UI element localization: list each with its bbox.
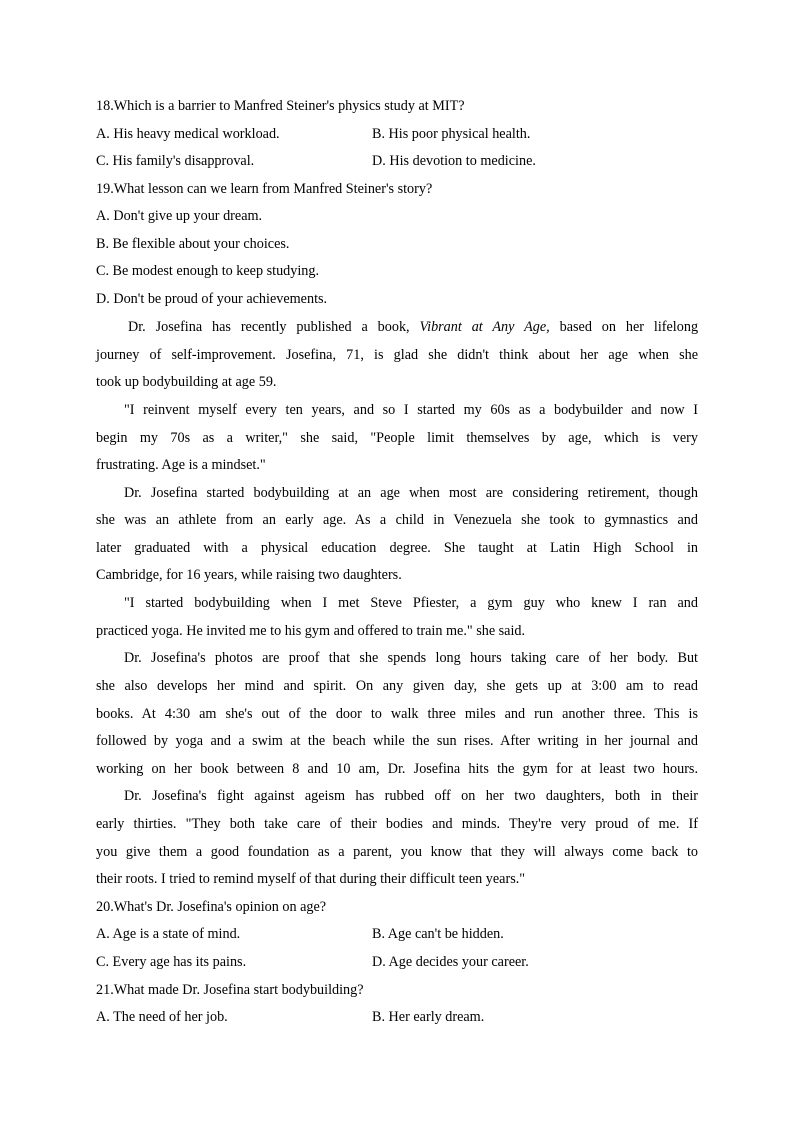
question-19-stem: 19.What lesson can we learn from Manfred Steiner's story? [96, 181, 433, 197]
passage-p5-line5: working on her book between 8 and 10 am, Dr. Josefina hits the gym for at least two hours. [96, 761, 698, 777]
question-20-stem: 20.What's Dr. Josefina's opinion on age? [96, 899, 327, 915]
passage-p5-line2: she also develops her mind and spirit. On any given day, she gets up at 3:00 am to read [96, 678, 698, 694]
passage-p1-line1: Dr. Josefina has recently published a book, Vibrant at Any Age, based on her lifelong [128, 319, 699, 335]
q21-option-b: B. Her early dream. [372, 1009, 485, 1025]
passage-p3-line1: Dr. Josefina started bodybuilding at an age when most are considering retirement, though [124, 485, 698, 501]
q18-option-b: B. His poor physical health. [372, 126, 531, 142]
passage-p6-line3: you give them a good foundation as a parent, you know that they will always come back to [96, 844, 698, 860]
q19-option-a: A. Don't give up your dream. [96, 208, 263, 224]
book-title: Vibrant at Any Age, [419, 319, 550, 335]
passage-p1-line2: journey of self-improvement. Josefina, 71, is glad she didn't think about her age when she [96, 347, 698, 363]
q18-option-c: C. His family's disapproval. [96, 153, 255, 169]
q19-option-b: B. Be flexible about your choices. [96, 236, 290, 252]
q19-option-d: D. Don't be proud of your achievements. [96, 291, 328, 307]
passage-p5-line4: followed by yoga and a swim at the beach while the sun rises. After writing in her journal and [96, 733, 698, 749]
passage-p6-line1: Dr. Josefina's fight against ageism has rubbed off on her two daughters, both in their [124, 788, 698, 804]
passage-p5-line1: Dr. Josefina's photos are proof that she spends long hours taking care of her body. But [124, 650, 698, 666]
q20-option-c: C. Every age has its pains. [96, 954, 247, 970]
q18-option-d: D. His devotion to medicine. [372, 153, 536, 169]
passage-p6-line2: early thirties. "They both take care of their bodies and minds. They're very proud of me. If [96, 816, 698, 832]
passage-p6-line4: their roots. I tried to remind myself of that during their difficult teen years." [96, 871, 526, 887]
passage-p3-line4: Cambridge, for 16 years, while raising two daughters. [96, 567, 402, 583]
passage-p4-line2: practiced yoga. He invited me to his gym and offered to train me." she said. [96, 623, 526, 639]
question-18-stem: 18.Which is a barrier to Manfred Steiner's physics study at MIT? [96, 98, 465, 114]
passage-p2-line2: begin my 70s as a writer," she said, "People limit themselves by age, which is very [96, 430, 698, 446]
q20-option-b: B. Age can't be hidden. [372, 926, 504, 942]
passage-p4-line1: "I started bodybuilding when I met Steve Pfiester, a gym guy who knew I ran and [124, 595, 698, 611]
passage-p5-line3: books. At 4:30 am she's out of the door to walk three miles and run another three. This is [96, 706, 698, 722]
passage-p3-line2: she was an athlete from an early age. As a child in Venezuela she took to gymnastics and [96, 512, 698, 528]
passage-p2-line1: "I reinvent myself every ten years, and so I started my 60s as a bodybuilder and now I [124, 402, 698, 418]
q18-option-a: A. His heavy medical workload. [96, 126, 280, 142]
passage-p1-line3: took up bodybuilding at age 59. [96, 374, 277, 390]
q20-option-a: A. Age is a state of mind. [96, 926, 241, 942]
passage-p2-line3: frustrating. Age is a mindset." [96, 457, 266, 473]
passage-p3-line3: later graduated with a physical education degree. She taught at Latin High School in [96, 540, 698, 556]
q20-option-d: D. Age decides your career. [372, 954, 529, 970]
question-21-stem: 21.What made Dr. Josefina start bodybuilding? [96, 982, 364, 998]
q19-option-c: C. Be modest enough to keep studying. [96, 263, 320, 279]
q21-option-a: A. The need of her job. [96, 1009, 228, 1025]
